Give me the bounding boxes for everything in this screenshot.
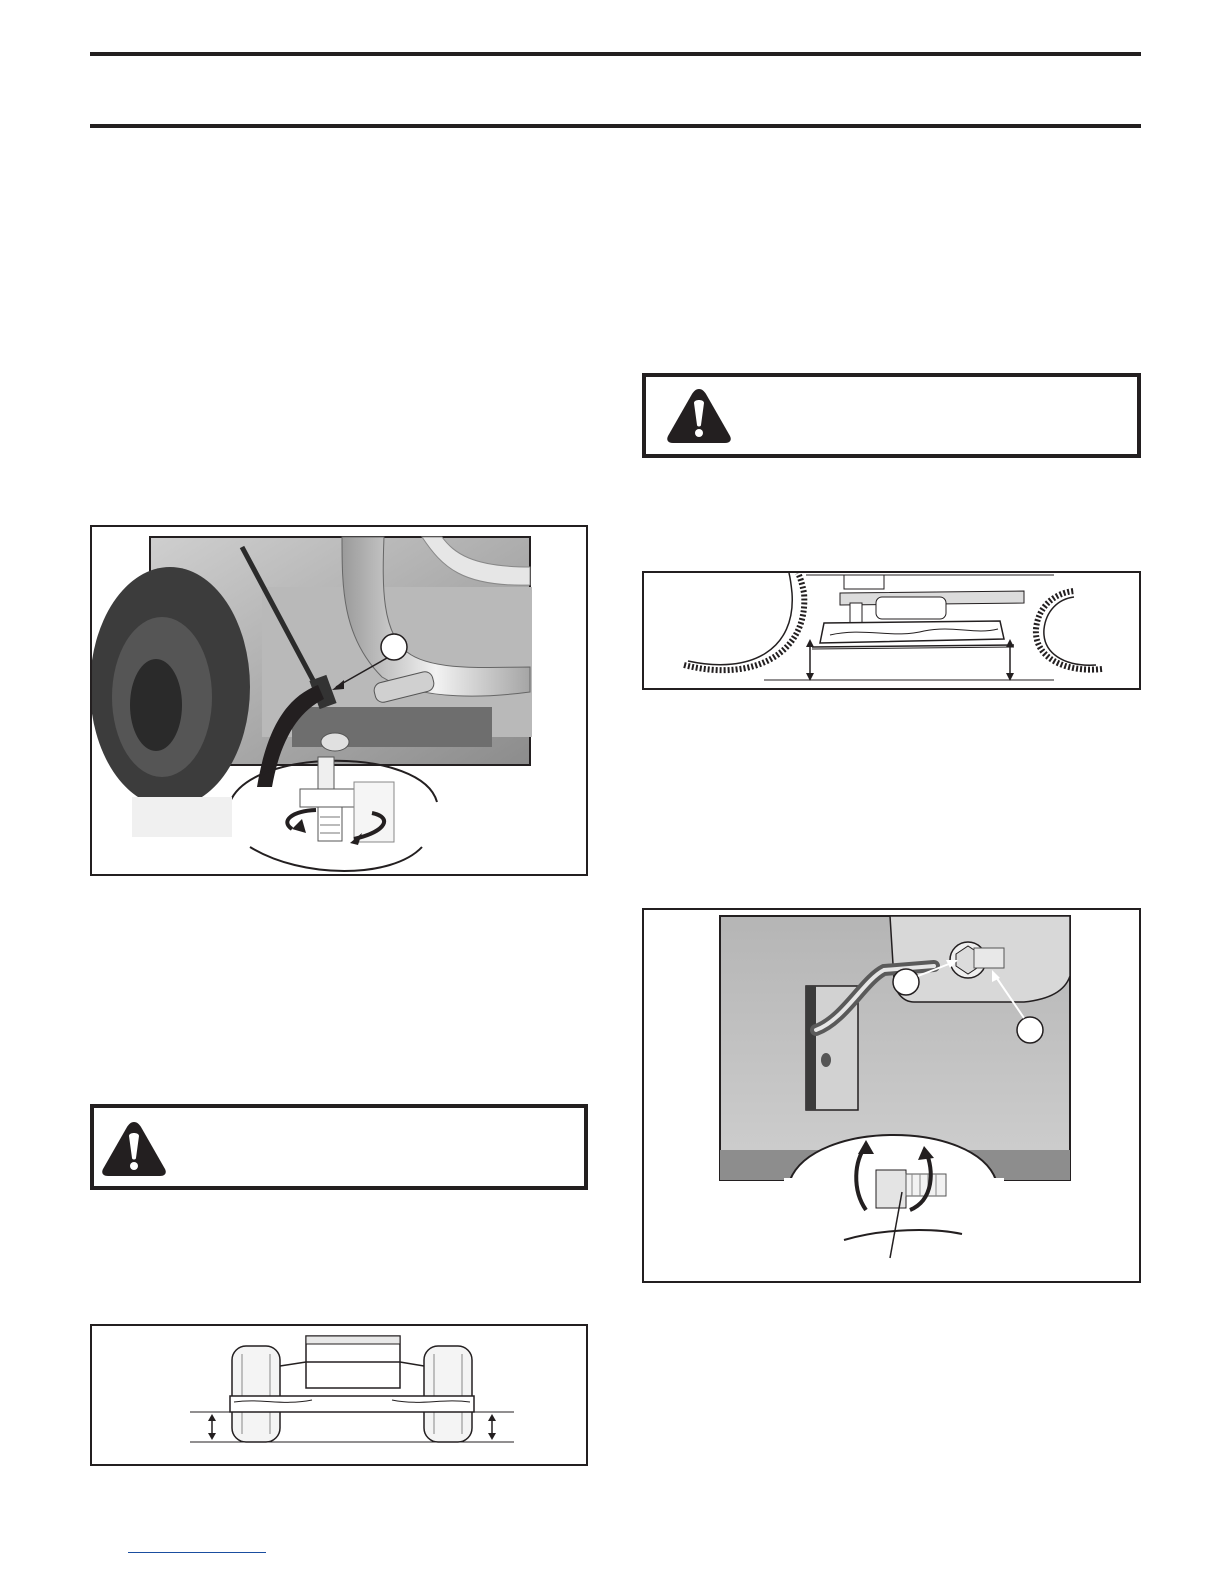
caution-triangle-icon (101, 1120, 167, 1178)
figure-deck-front-view (90, 1324, 588, 1466)
cable-adjustment-illustration (92, 527, 586, 874)
footer-link-underline[interactable] (128, 1552, 266, 1553)
header-top-rule (90, 52, 1141, 56)
header-bottom-rule (90, 124, 1141, 128)
deck-level-front-illustration (92, 1326, 586, 1464)
figure-deck-link-nut (642, 908, 1141, 1283)
caution-triangle-icon (666, 387, 732, 445)
deck-level-side-illustration (644, 573, 1139, 688)
warning-right (642, 373, 1141, 458)
warning-left (90, 1104, 588, 1190)
figure-throttle-cable (90, 525, 588, 876)
figure-deck-side-view (642, 571, 1141, 690)
deck-link-adjustment-illustration (644, 910, 1139, 1281)
